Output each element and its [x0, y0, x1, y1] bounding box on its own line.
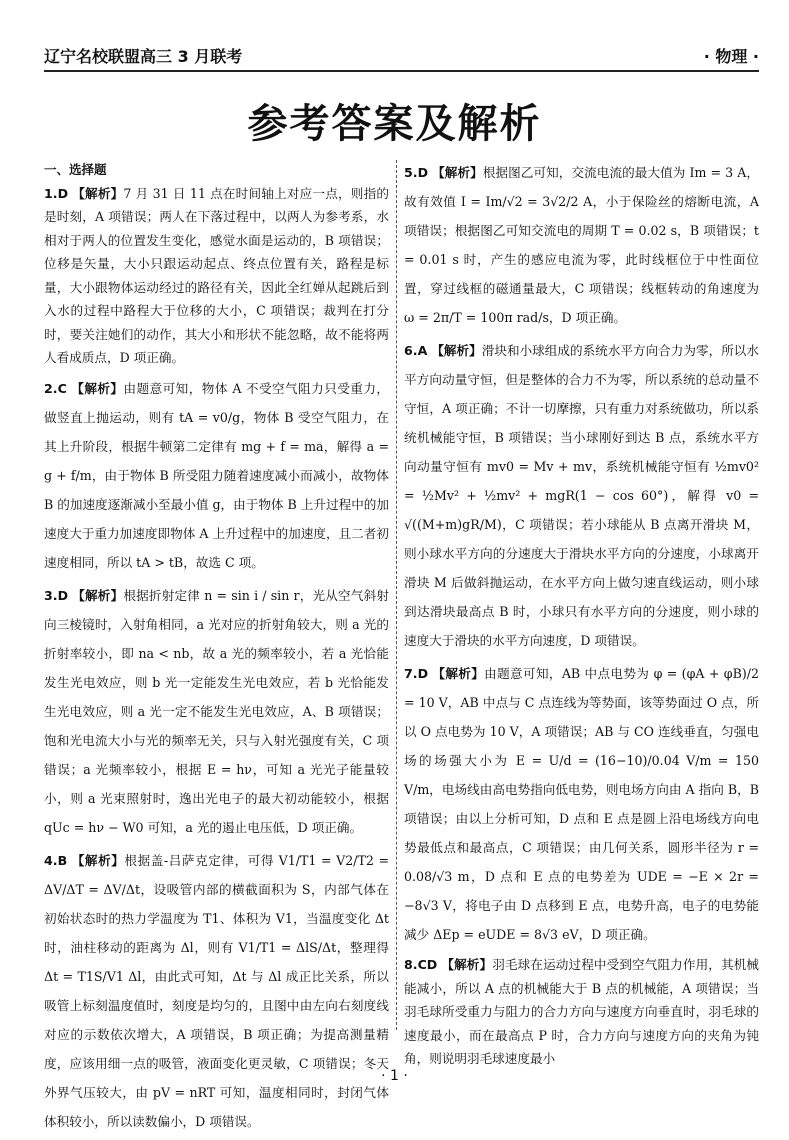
item-number: 4.	[44, 852, 58, 868]
item-answer: CD	[417, 957, 438, 972]
analysis-tag: 【解析】	[71, 852, 125, 868]
analysis-tag: 【解析】	[441, 957, 493, 972]
item-number: 3.	[44, 587, 58, 603]
answer-item-5	[404, 158, 759, 332]
answer-item-1	[44, 182, 389, 370]
item-text: 根据图乙可知，交流电流的最大值为 Im = 3 A，故有效值 I = Im/√2 = 3√2/2 A，小于保险丝的熔断电流，A 项错误；根据图乙可知交流电的周期 T = 0.02 s，B 项错误；t = 0.01 s 时，产生的感应电流为零，此时线框位于中性面位置，穿过线框的磁通量最大，C 项错误；线框转动的角速度为 ω = 2π/T = 100π rad/s，D 项正确。	[404, 165, 759, 325]
item-text: 由题意可知，物体 A 不受空气阻力只受重力，做竖直上抛运动，则有 tA = v0/g，物体 B 受空气阻力，在其上升阶段，根据牛顿第二定律有 mg + f = ma，解得 a = g + f/m，由于物体 B 所受阻力随着速度减小而减小，故物体 B 的加速度逐渐减小至最小值 g，由于物体 B 上升过程中的加速度大于重力加速度即物体 A 上升过程中的加速度，且二者初速度相同，所以 tA > tB，故选 C 项。	[44, 380, 389, 570]
item-number: 2.	[44, 380, 58, 396]
item-number: 1.	[44, 185, 58, 201]
left-column	[44, 158, 389, 1140]
item-answer: D	[57, 185, 69, 201]
item-text: 根据折射定律 n = sin i / sin r，光从空气斜射向三棱镜时，入射角相同，a 光对应的折射角较大，则 a 光的折射率较小，即 na < nb，故 a 光的频率较小，若 a 光恰能发生光电效应，则 b 光一定能发生光电效应，若 b 光恰能发生光电效应，则 a 光一定不能发生光电效应，A、B 项错误；饱和光电流大小与光的频率无关，只与入射光强度有关，C 项错误；a 光频率较小，根据 E = hν，可知 a 光光子能量较小，则 a 光束照射时，逸出光电子的最大初动能较小，根据 qUc = hν − W0 可知，a 光的遏止电压低，D 项正确。	[44, 587, 389, 835]
analysis-tag: 【解析】	[431, 343, 482, 358]
item-text: 滑块和小球组成的系统水平方向合力为零，所以水平方向动量守恒，但是整体的合力不为零，所以系统的总动量不守恒，A 项正确；不计一切摩擦，只有重力对系统做功，所以系统机械能守恒，B 项错误；当小球刚好到达 B 点，系统水平方向动量守恒有 mv0 = Mv + mv，系统机械能守恒有 ½mv0² = ½Mv² + ½mv² + mgR(1 − cos 60°)，解得 v0 = √((M+m)gR/M)，C 项错误；若小球能从 B 点离开滑块 M，则小球水平方向的分速度大于滑块水平方向的分速度，小球离开滑块 M 后做斜抛运动，在水平方向上做匀速直线运动，则小球到达滑块最高点 B 时，小球只有水平方向的分速度，则小球的速度大于滑块的水平方向速度，D 项错误。	[404, 343, 760, 648]
header-subject: · 物理 ·	[703, 47, 759, 66]
answer-item-8	[404, 953, 759, 1071]
item-text: 根据盖-吕萨克定律，可得 V1/T1 = V2/T2 = ΔV/ΔT = ΔV/Δt，设吸管内部的横截面积为 S，内部气体在初始状态时的热力学温度为 T1、体积为 V1，当温度变化 Δt 时，油柱移动的距离为 Δl，则有 V1/T1 = ΔlS/Δt，整理得 Δt = T1S/V1 Δl，由此式可知，Δt 与 Δl 成正比关系，所以吸管上标刻温度值时，刻度是均匀的，且图中由左向右刻度线对应的示数依次增大，A 项错误，B 项正确；为提高测量精度，应该用细一点的吸管，液面变化更灵敏，C 项错误；冬天外界气压较大，由 pV = nRT 可知，温度相同时，封闭气体体积较小，所以读数偏小，D 项错误。	[44, 852, 389, 1129]
item-number: 8.	[404, 957, 418, 972]
analysis-tag: 【解析】	[71, 380, 124, 396]
answer-item-4	[44, 846, 389, 1136]
item-number: 6.	[404, 343, 418, 358]
column-divider	[396, 160, 397, 1030]
analysis-tag: 【解析】	[432, 666, 485, 681]
analysis-tag: 【解析】	[432, 165, 483, 180]
answer-item-7	[404, 659, 759, 949]
item-answer: D	[417, 165, 429, 180]
page-number: · 1 ·	[381, 1068, 408, 1084]
item-answer: D	[57, 587, 69, 603]
item-text: 羽毛球在运动过程中受到空气阻力作用，其机械能减小，所以 A 点的机械能大于 B 点的机械能，A 项错误；当羽毛球所受重力与阻力的合力方向与速度方向垂直时，羽毛球的速度最小，而在最高点 P 时，合力方向与速度方向的夹角为钝角，则说明羽毛球速度最小	[404, 957, 760, 1066]
page-header	[44, 40, 759, 72]
item-answer: B	[57, 852, 68, 868]
item-number: 7.	[404, 666, 418, 681]
answer-item-3	[44, 581, 389, 842]
item-text: 由题意可知，AB 中点电势为 φ = (φA + φB)/2 = 10 V，AB 中点与 C 点连线为等势面，该等势面过 O 点，所以 O 点电势为 10 V，A 项错误；AB 与 CO 连线垂直，匀强电场的场强大小为 E = U/d = (16−10)/0.04 V/m = 150 V/m，电场线由高电势指向低电势，则电场方向由 A 指向 B，B 项错误；由以上分析可知，D 点和 E 点是圆上沿电场线方向电势最低点和最高点，C 项错误；由几何关系，圆形半径为 r = 0.08/√3 m，D 点和 E 点的电势差为 UDE = −E × 2r = −8√3 V，将电子由 D 点移到 E 点，电势升高，电子的电势能减少 ΔEp = eUDE = 8√3 eV，D 项正确。	[404, 666, 760, 942]
analysis-tag: 【解析】	[72, 185, 124, 201]
item-answer: D	[417, 666, 429, 681]
item-answer: C	[57, 380, 67, 396]
analysis-tag: 【解析】	[72, 587, 124, 603]
item-answer: A	[417, 343, 428, 358]
page-title: 参考答案及解析	[247, 101, 542, 147]
answer-item-6	[404, 336, 759, 655]
item-number: 5.	[404, 165, 418, 180]
section-heading: 一、选择题	[44, 162, 107, 177]
header-exam-name: 辽宁名校联盟高三 3 月联考	[44, 47, 243, 66]
item-text: 7 月 31 日 11 点在时间轴上对应一点，则指的是时刻，A 项错误；两人在下落过程中，以两人为参考系，水相对于两人的位置发生变化，感觉水面是运动的，B 项错误；位移是矢量，大小只跟运动起点、终点位置有关，路程是标量，大小跟物体运动经过的路径有关，因此全红婵从起跳后到入水的过程中路程大于位移的大小，C 项错误；裁判在打分时，要关注她们的动作，其大小和形状不能忽略，故不能将两人看成质点，D 项正确。	[44, 185, 389, 365]
answer-item-2	[44, 374, 389, 577]
right-column	[404, 158, 759, 1075]
